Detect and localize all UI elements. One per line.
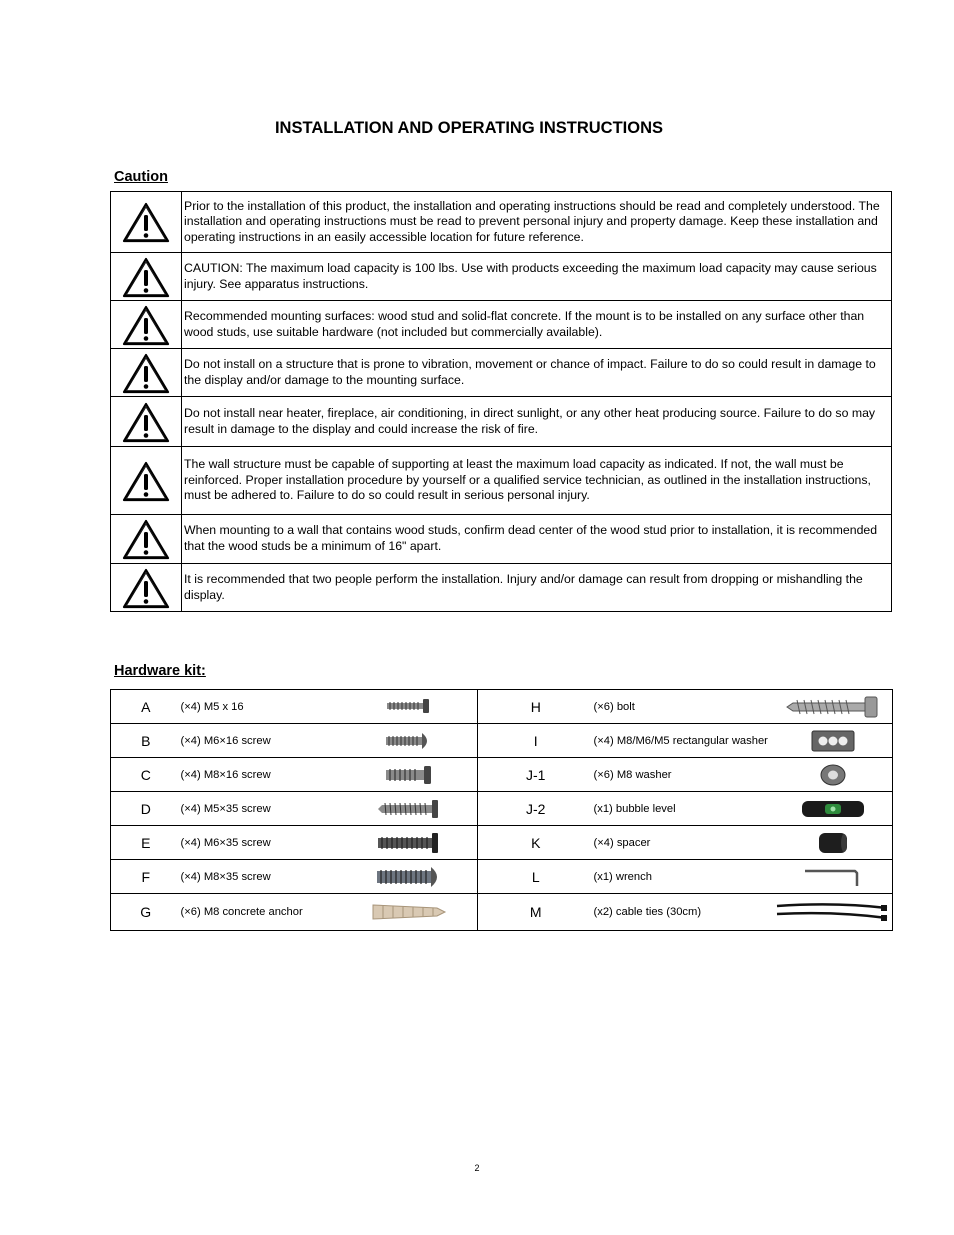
hardware-description: (×4) M6×16 screw bbox=[181, 724, 341, 758]
hardware-image-cell bbox=[774, 724, 893, 758]
hardware-image-cell bbox=[341, 826, 478, 860]
caution-icon-cell bbox=[111, 301, 182, 349]
caution-heading: Caution bbox=[114, 169, 168, 185]
hardware-letter: D bbox=[111, 792, 181, 826]
caution-row bbox=[111, 397, 892, 447]
hardware-image-cell bbox=[341, 860, 478, 894]
caution-icon-cell bbox=[111, 447, 182, 515]
hardware-row bbox=[111, 860, 893, 894]
warning-triangle-icon bbox=[122, 567, 170, 609]
hardware-letter: F bbox=[111, 860, 181, 894]
hardware-image-cell bbox=[341, 724, 478, 758]
hardware-image-cell bbox=[774, 860, 893, 894]
caution-row bbox=[111, 515, 892, 564]
short-screw-icon bbox=[384, 765, 434, 785]
cable-ties-icon bbox=[775, 900, 891, 924]
long-screw-icon bbox=[376, 799, 442, 819]
hardware-image-cell bbox=[774, 690, 893, 724]
hardware-letter: A bbox=[111, 690, 181, 724]
hardware-description: (×6) M8 concrete anchor bbox=[181, 894, 341, 931]
caution-text: Recommended mounting surfaces: wood stud and solid-flat concrete. If the mount is to be installed on any surface other than wood studs, use suitable hardware (not included but commercially available). bbox=[182, 301, 892, 349]
hardware-letter: I bbox=[478, 724, 594, 758]
hardware-description: (x1) bubble level bbox=[594, 792, 774, 826]
hardware-letter: E bbox=[111, 826, 181, 860]
hardware-letter: L bbox=[478, 860, 594, 894]
caution-row bbox=[111, 564, 892, 612]
caution-row bbox=[111, 301, 892, 349]
hardware-description: (×4) M5×35 screw bbox=[181, 792, 341, 826]
caution-text: Prior to the installation of this product, the installation and operating instructions should be read and completely understood. The installation and operating instructions must be read to prevent personal injury and property damage. Keep these installation and operating instructions in an easily accessible location for future reference. bbox=[182, 192, 892, 253]
long-screw-icon bbox=[376, 832, 442, 854]
caution-text: It is recommended that two people perform the installation. Injury and/or damage can result from dropping or mishandling the display. bbox=[182, 564, 892, 612]
page-title: INSTALLATION AND OPERATING INSTRUCTIONS bbox=[274, 119, 664, 137]
hardware-image-cell bbox=[774, 792, 893, 826]
caution-icon-cell bbox=[111, 564, 182, 612]
long-screw-icon bbox=[375, 866, 443, 888]
hardware-row bbox=[111, 826, 893, 860]
short-screw-icon bbox=[385, 698, 433, 714]
hardware-letter: G bbox=[111, 894, 181, 931]
caution-text: The wall structure must be capable of supporting at least the maximum load capacity as indicated. If not, the wall must be reinforced. Proper installation procedure by yourself or a qualified service technician, as outlined in the installation instructions, must be adhered to. Failure to do so could result in serious personal injury. bbox=[182, 447, 892, 515]
hardware-description: (×4) M8×16 screw bbox=[181, 758, 341, 792]
hardware-description: (×4) spacer bbox=[594, 826, 774, 860]
hardware-row bbox=[111, 690, 893, 724]
hardware-image-cell bbox=[341, 690, 478, 724]
caution-row bbox=[111, 447, 892, 515]
hardware-row bbox=[111, 894, 893, 931]
lag-bolt-icon bbox=[785, 695, 881, 719]
caution-icon-cell bbox=[111, 192, 182, 253]
concrete-anchor-icon bbox=[371, 901, 447, 923]
hardware-description: (×6) bolt bbox=[594, 690, 774, 724]
warning-triangle-icon bbox=[122, 256, 170, 298]
hardware-letter: J-2 bbox=[478, 792, 594, 826]
hardware-heading: Hardware kit: bbox=[114, 663, 206, 679]
caution-row bbox=[111, 253, 892, 301]
hardware-row bbox=[111, 758, 893, 792]
caution-text: CAUTION: The maximum load capacity is 100 lbs. Use with products exceeding the maximum load capacity may cause serious injury. See apparatus instructions. bbox=[182, 253, 892, 301]
warning-triangle-icon bbox=[122, 518, 170, 560]
caution-row bbox=[111, 349, 892, 397]
round-washer-icon bbox=[819, 763, 847, 787]
caution-row bbox=[111, 192, 892, 253]
rectangular-washer-icon bbox=[811, 729, 855, 753]
hardware-letter: B bbox=[111, 724, 181, 758]
hardware-row bbox=[111, 724, 893, 758]
caution-icon-cell bbox=[111, 349, 182, 397]
warning-triangle-icon bbox=[122, 201, 170, 243]
hardware-description: (×4) M5 x 16 bbox=[181, 690, 341, 724]
hardware-image-cell bbox=[774, 758, 893, 792]
hardware-image-cell bbox=[341, 758, 478, 792]
hardware-image-cell bbox=[341, 894, 478, 931]
hardware-description: (x1) wrench bbox=[594, 860, 774, 894]
caution-text: Do not install near heater, fireplace, air conditioning, in direct sunlight, or any other heat producing source. Failure to do so may result in damage to the display and could increase the risk of fire. bbox=[182, 397, 892, 447]
caution-table bbox=[110, 191, 892, 612]
caution-icon-cell bbox=[111, 515, 182, 564]
caution-icon-cell bbox=[111, 253, 182, 301]
warning-triangle-icon bbox=[122, 304, 170, 346]
hardware-image-cell bbox=[774, 894, 893, 931]
hardware-letter: J-1 bbox=[478, 758, 594, 792]
spacer-icon bbox=[816, 831, 850, 855]
hardware-letter: C bbox=[111, 758, 181, 792]
hardware-image-cell bbox=[774, 826, 893, 860]
hardware-description: (×4) M6×35 screw bbox=[181, 826, 341, 860]
caution-text: Do not install on a structure that is prone to vibration, movement or chance of impact. Failure to do so could result in damage to the display and/or damage to the mounting surface. bbox=[182, 349, 892, 397]
hardware-letter: K bbox=[478, 826, 594, 860]
caution-text: When mounting to a wall that contains wood studs, confirm dead center of the wood stud prior to installation, it is recommended that the wood studs be a minimum of 16" apart. bbox=[182, 515, 892, 564]
bubble-level-icon bbox=[801, 798, 865, 820]
hardware-table bbox=[110, 689, 893, 931]
page-number: 2 bbox=[474, 1163, 480, 1173]
hardware-letter: M bbox=[478, 894, 594, 931]
warning-triangle-icon bbox=[122, 460, 170, 502]
short-screw-icon bbox=[384, 731, 434, 751]
hardware-description: (×4) M8/M6/M5 rectangular washer bbox=[594, 724, 774, 758]
allen-wrench-icon bbox=[803, 866, 863, 888]
hardware-description: (x2) cable ties (30cm) bbox=[594, 894, 774, 931]
caution-icon-cell bbox=[111, 397, 182, 447]
hardware-image-cell bbox=[341, 792, 478, 826]
hardware-letter: H bbox=[478, 690, 594, 724]
hardware-description: (×4) M8×35 screw bbox=[181, 860, 341, 894]
warning-triangle-icon bbox=[122, 401, 170, 443]
hardware-row bbox=[111, 792, 893, 826]
warning-triangle-icon bbox=[122, 352, 170, 394]
hardware-description: (×6) M8 washer bbox=[594, 758, 774, 792]
